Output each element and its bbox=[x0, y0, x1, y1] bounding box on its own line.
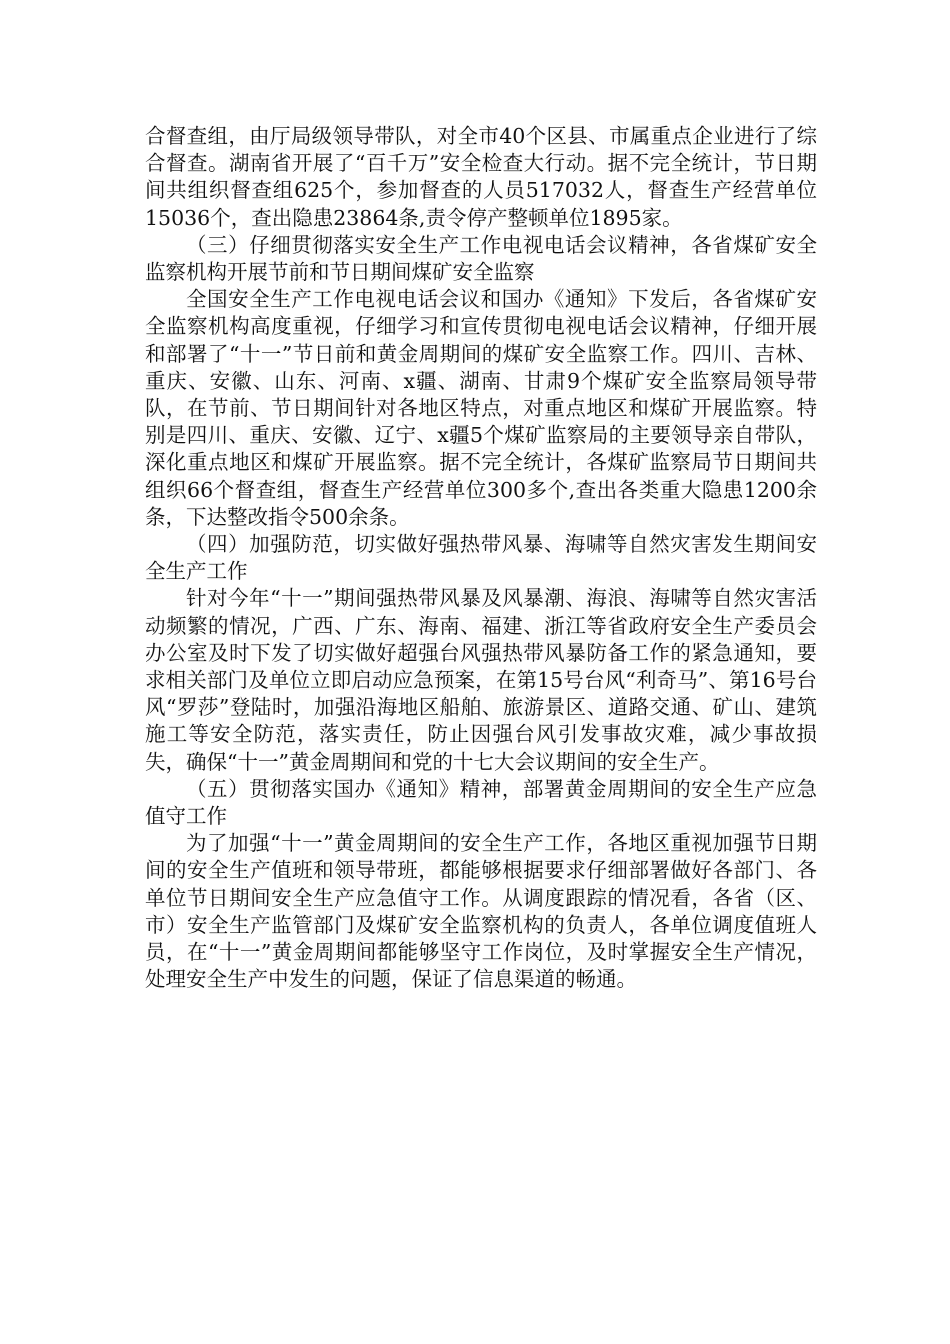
paragraph-emergency-duty: 为了加强“十一”黄金周期间的安全生产工作，各地区重视加强节日期间的安全生产值班和领导带班，都能够根据要求仔细部署做好各部门、各单位节日期间安全生产应急值守工作。从调度跟踪的情况看，各省（区、市）安全生产监管部门及煤矿安全监察机构的负责人，各单位调度值班人员，在“十一”黄金周期间都能够坚守工作岗位，及时掌握安全生产情况，处理安全生产中发生的问题，保证了信息渠道的畅通。 bbox=[145, 831, 817, 992]
paragraph-continuation: 合督查组，由厅局级领导带队，对全市40个区县、市属重点企业进行了综合督查。湖南省开展了“百千万”安全检查大行动。据不完全统计，节日期间共组织督查组625个，参加督查的人员517032人，督查生产经营单位15036个，查出隐患23864条,责令停产整顿单位1895家。 bbox=[145, 124, 817, 230]
section-heading-5: （五）贯彻落实国办《通知》精神，部署黄金周期间的安全生产应急值守工作 bbox=[145, 776, 817, 829]
document-body bbox=[145, 123, 817, 994]
paragraph-coal-mine-supervision: 全国安全生产工作电视电话会议和国办《通知》下发后，各省煤矿安全监察机构高度重视，仔细学习和宣传贯彻电视电话会议精神，仔细开展和部署了“十一”节日前和黄金周期间的煤矿安全监察工作。四川、吉林、重庆、安徽、山东、河南、x疆、湖南、甘肃9个煤矿安全监察局领导带队，在节前、节日期间针对各地区特点，对重点地区和煤矿开展监察。特别是四川、重庆、安徽、辽宁、x疆5个煤矿监察局的主要领导亲自带队，深化重点地区和煤矿开展监察。据不完全统计，各煤矿监察局节日期间共组织66个督查组，督查生产经营单位300多个,查出各类重大隐患1200余条，下达整改指令500余条。 bbox=[145, 287, 817, 529]
section-heading-3: （三）仔细贯彻落实安全生产工作电视电话会议精神，各省煤矿安全监察机构开展节前和节日期间煤矿安全监察 bbox=[145, 232, 817, 285]
section-heading-4: （四）加强防范，切实做好强热带风暴、海啸等自然灾害发生期间安全生产工作 bbox=[145, 532, 817, 584]
paragraph-typhoon-prevention: 针对今年“十一”期间强热带风暴及风暴潮、海浪、海啸等自然灾害活动频繁的情况，广西、广东、海南、福建、浙江等省政府安全生产委员会办公室及时下发了切实做好超强台风强热带风暴防备工作的紧急通知，要求相关部门及单位立即启动应急预案，在第15号台风“利奇马”、第16号台风“罗莎”登陆时，加强沿海地区船舶、旅游景区、道路交通、矿山、建筑施工等安全防范，落实责任，防止因强台风引发事故灾难，减少事故损失，确保“十一”黄金周期间和党的十七大会议期间的安全生产。 bbox=[145, 586, 817, 774]
